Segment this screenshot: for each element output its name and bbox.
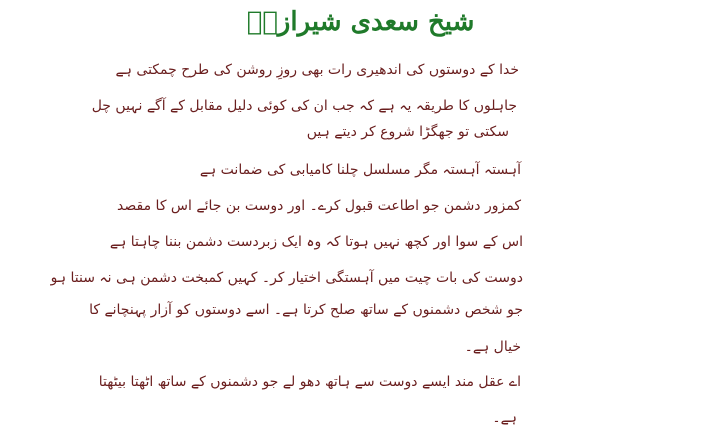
text-line: خدا کے دوستوں کی اندھیری رات بھی روزِ روشن کی طرح چمکتی ہے <box>115 62 519 78</box>
text-line: جو شخص دشمنوں کے ساتھ صلح کرتا ہے۔ اسے دوستوں کو آزار پہنچانے کا <box>89 302 523 318</box>
text-line: سکتی تو جھگڑا شروع کر دیتے ہیں <box>306 124 509 140</box>
text-line: خیال ہے۔ <box>464 339 521 355</box>
text-line: دوست کی بات چیت میں آہستگی اختیار کر۔ کہیں کمبخت دشمن ہی نہ سنتا ہو <box>50 270 523 286</box>
text-line: اے عقل مند ایسے دوست سے ہاتھ دھو لے جو دشمنوں کے ساتھ اٹھتا بیٹھتا <box>98 374 521 390</box>
text-line: ہے۔ <box>492 410 517 426</box>
text-line: اس کے سوا اور کچھ نہیں ہوتا کہ وہ ایک زبردست دشمن بننا چاہتا ہے <box>109 234 523 250</box>
text-line: جاہلوں کا طریقہ یہ ہے کہ جب ان کی کوئی دلیل مقابل کے آگے نہیں چل <box>91 98 517 114</box>
text-line: کمزور دشمن جو اطاعت قبول کرے۔ اور دوست بن جائے اس کا مقصد <box>117 198 521 214</box>
page-title: شیخ سعدی شیرازیؒ <box>246 7 475 37</box>
text-line: آہستہ آہستہ مگر مسلسل چلنا کامیابی کی ضمانت ہے <box>199 162 521 178</box>
